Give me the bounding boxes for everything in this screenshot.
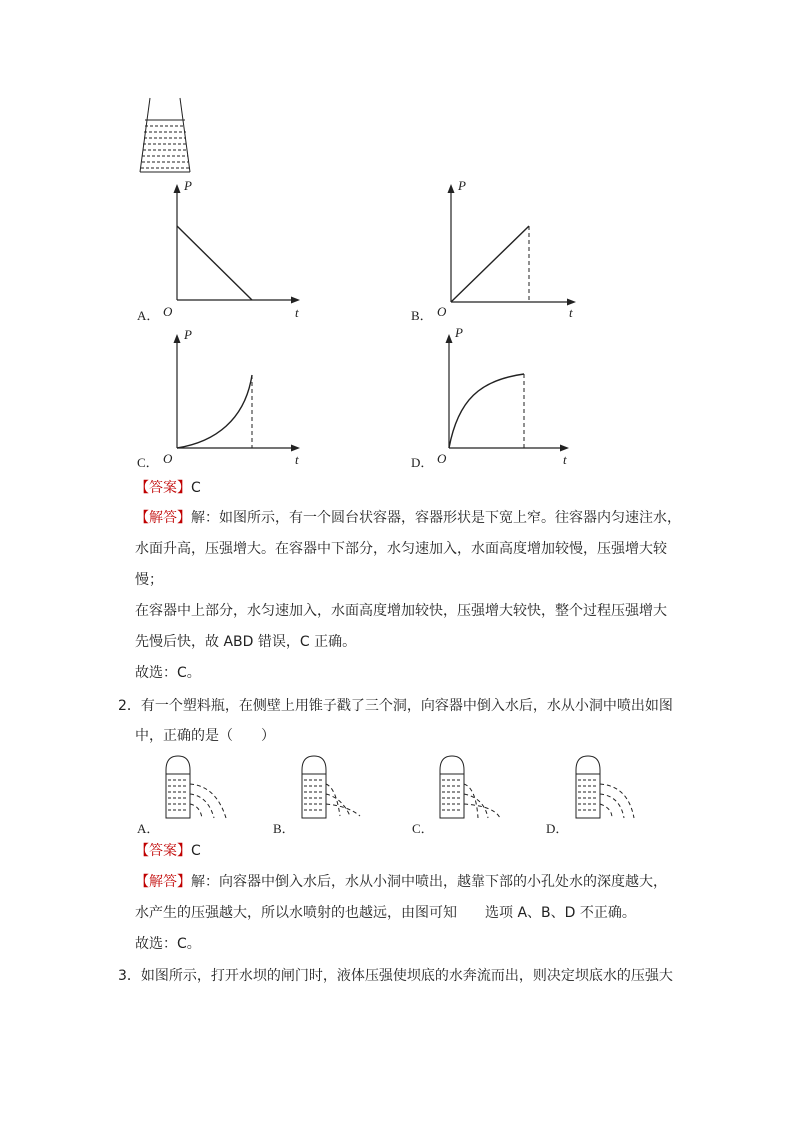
bottle-a (166, 756, 226, 818)
q2-analysis-line-3: 故选：C。 (135, 936, 201, 952)
graph-c-p-label: P (184, 327, 192, 342)
graph-b-origin-label: O (437, 304, 447, 319)
graph-b-t-label: t (569, 305, 573, 320)
bottle-d (576, 756, 634, 818)
q1-analysis-line-5: 先慢后快，故 ABD 错误，C 正确。 (135, 634, 357, 650)
q1-answer-value: C (191, 480, 201, 496)
graph-c-origin-label: O (163, 451, 173, 466)
q1-answer-label: 【答案】 (135, 480, 191, 496)
bottle-c (440, 756, 500, 818)
q2-analysis-line-2: 水产生的压强越大，所以水喷射的也越远，由图可知 选项 A、B、D 不正确。 (135, 905, 636, 921)
q1-analysis-label: 【解答】 (135, 510, 191, 526)
q2-option-d-label: D． (546, 821, 569, 836)
option-b-label: B． (411, 308, 433, 323)
q2-option-c-label: C． (412, 821, 434, 836)
q1-analysis-line-2: 水面升高，压强增大。在容器中下部分，水匀速加入，水面高度增加较慢，压强增大较 (135, 541, 667, 557)
q2-answer (135, 843, 201, 859)
graph-a-origin-label: O (163, 304, 173, 319)
q1-analysis-line-6: 故选：C。 (135, 665, 201, 681)
graph-c-t-label: t (295, 452, 299, 467)
graph-b-p-label: P (458, 178, 466, 193)
q2-answer-value: C (191, 843, 201, 859)
graph-d-origin-label: O (437, 451, 447, 466)
q2-stem-line-2: 中，正确的是（ ） (135, 728, 275, 744)
graph-d-p-label: P (455, 325, 463, 340)
q1-analysis-line-1: 【解答】解：如图所示，有一个圆台状容器，容器形状是下宽上窄。往容器内匀速注水， (135, 510, 681, 526)
graph-a-t-label: t (295, 305, 299, 320)
graph-d-t-label: t (563, 452, 567, 467)
q2-analysis-label: 【解答】 (135, 874, 191, 890)
bottle-b (302, 756, 360, 818)
q1-analysis-line-3: 慢； (135, 572, 163, 588)
q2-answer-label: 【答案】 (135, 843, 191, 859)
q2-option-b-label: B． (273, 821, 295, 836)
graph-a-p-label: P (184, 178, 192, 193)
q2-analysis-line-1: 【解答】解：向容器中倒入水后，水从小洞中喷出，越靠下部的小孔处水的深度越大， (135, 874, 667, 890)
option-a-label: A． (137, 308, 160, 323)
q3-stem-line: 3．如图所示，打开水坝的闸门时，液体压强使坝底的水奔流而出，则决定坝底水的压强大 (118, 968, 673, 984)
option-c-label: C． (137, 455, 159, 470)
q2-option-a-label: A． (137, 821, 160, 836)
q2-stem-line-1: 2．有一个塑料瓶，在侧壁上用锥子戳了三个洞，向容器中倒入水后，水从小洞中喷出如图 (118, 698, 673, 714)
q1-analysis-line-4: 在容器中上部分，水匀速加入，水面高度增加较快，压强增大较快，整个过程压强增大 (135, 603, 667, 619)
option-d-label: D． (411, 455, 434, 470)
